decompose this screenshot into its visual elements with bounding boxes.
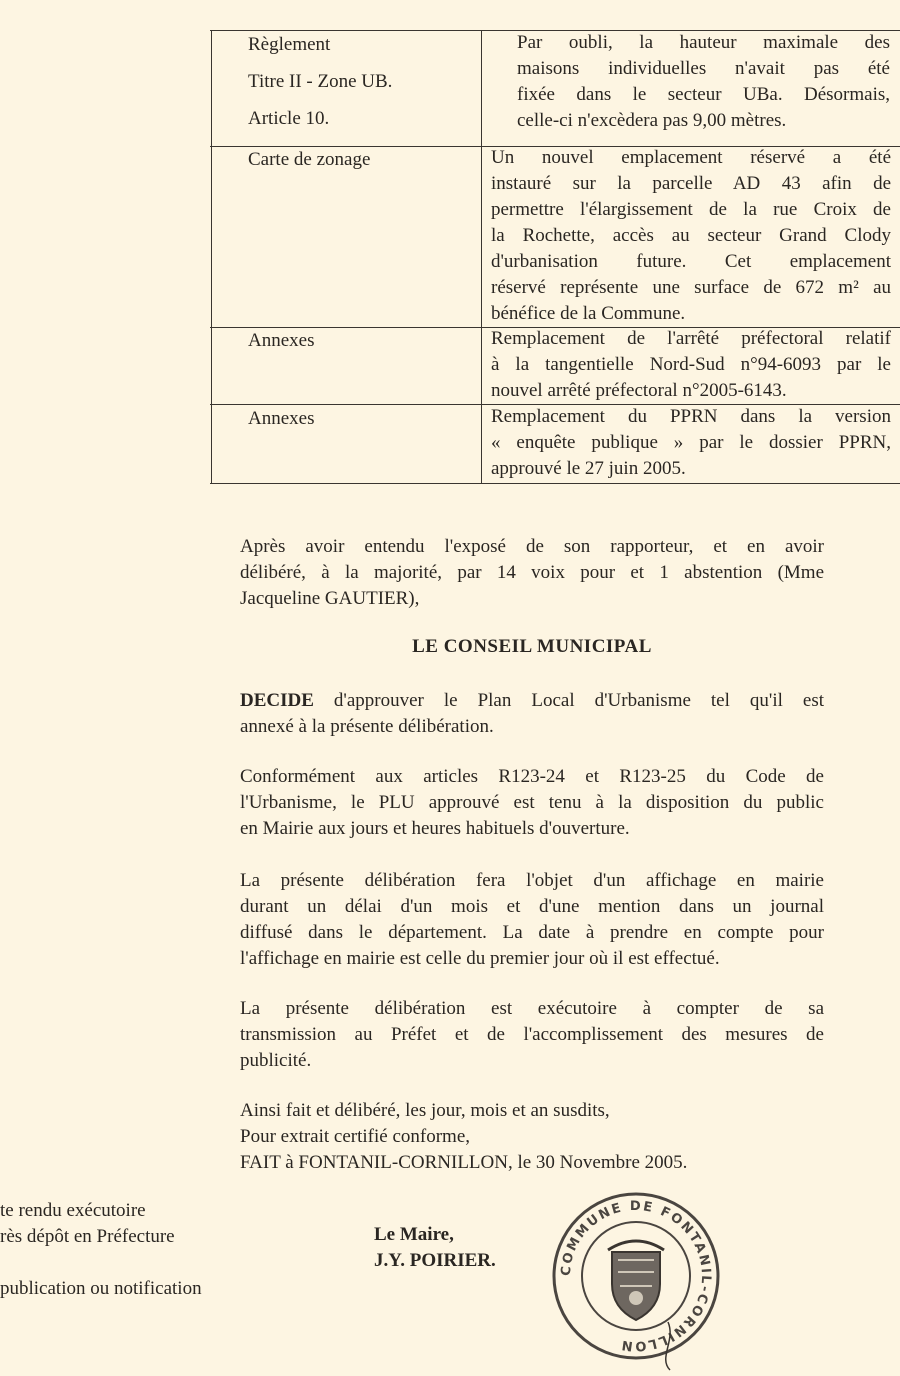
- intro-paragraph: Après avoir entendu l'exposé de son rapporteur, et en avoir délibéré, à la majorité, par 14 voix pour et 1 abstention (Mme Jacqueline GAUTIER),: [240, 536, 824, 609]
- row-label-reglement: Règlement: [248, 34, 331, 55]
- official-stamp: [548, 1172, 724, 1376]
- row-label-annexes: Annexes: [248, 408, 315, 429]
- row-label-article: Article 10.: [248, 108, 330, 129]
- affichage-paragraph: La présente délibération fera l'objet d'un affichage en mairie durant un délai d'un mois et d'une mention dans un journal diffusé dans le département. La date à prendre en compte pour l'affichage en mairie est celle du premier jour où il est effectué.: [240, 870, 824, 969]
- row-label-annexes: Annexes: [248, 330, 315, 351]
- svg-text:COMMUNE DE FONTANIL-CORNILLON: COMMUNE DE FONTANIL-CORNILLON: [558, 1198, 714, 1354]
- executoire-paragraph: La présente délibération est exécutoire à compter de sa transmission au Préfet et de l'accomplissement des mesures de publicité.: [240, 998, 824, 1071]
- row-content-reglement: Par oubli, la hauteur maximale des maisons individuelles n'avait pas été fixée dans le secteur UBa. Désormais, celle-ci n'excèdera pas 9,00 mètres.: [517, 32, 890, 131]
- row-content-annexes-pprn: Remplacement du PPRN dans la version « enquête publique » par le dossier PPRN, approuvé le 27 juin 2005.: [491, 406, 891, 479]
- signature-title: Le Maire,: [374, 1224, 454, 1245]
- row-label-titre: Titre II - Zone UB.: [248, 71, 393, 92]
- closing-block: Ainsi fait et délibéré, les jour, mois et an susdits, Pour extrait certifié conforme, FAIT à FONTANIL-CORNILLON, le 30 Novembre 2005.: [240, 1100, 688, 1173]
- conformement-paragraph: Conformément aux articles R123-24 et R123-25 du Code de l'Urbanisme, le PLU approuvé est tenu à la disposition du public en Mairie aux jours et heures habituels d'ouverture.: [240, 766, 824, 839]
- row-label-carte-de-zonage: Carte de zonage: [248, 149, 371, 170]
- row-content-annexes-arrete: Remplacement de l'arrêté préfectoral relatif à la tangentielle Nord-Sud n°94-6093 par le nouvel arrêté préfectoral n°2005-6143.: [491, 328, 891, 401]
- decide-keyword: DECIDE: [240, 690, 314, 711]
- council-heading: LE CONSEIL MUNICIPAL: [412, 636, 652, 657]
- row-content-carte-de-zonage: Un nouvel emplacement réservé a été instauré sur la parcelle AD 43 afin de permettre l'élargissement de la rue Croix de la Rochette, accès au secteur Grand Clody d'urbanisation future. Cet emplacement réservé représente une surface de 672 m² au bénéfice de la Commune.: [491, 147, 891, 324]
- side-note-publication: publication ou notification: [0, 1278, 202, 1299]
- side-note-depot: rès dépôt en Préfecture: [0, 1226, 175, 1247]
- signature-name: J.Y. POIRIER.: [374, 1250, 496, 1271]
- side-note-executoire: te rendu exécutoire: [0, 1200, 146, 1221]
- decide-paragraph: DECIDE d'approuver le Plan Local d'Urbanisme tel qu'il est annexé à la présente délibération.: [240, 690, 824, 737]
